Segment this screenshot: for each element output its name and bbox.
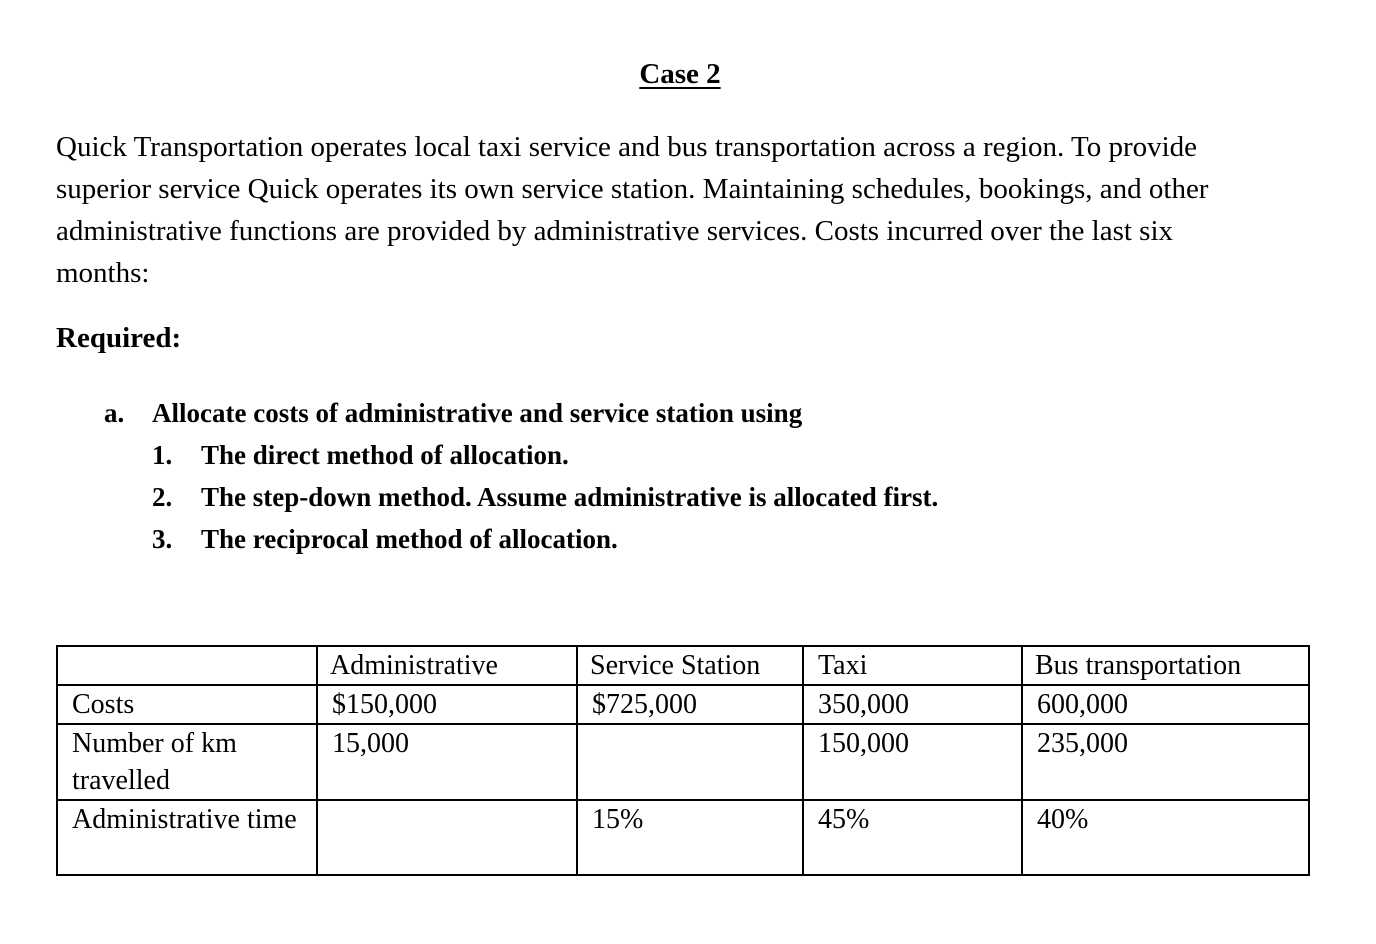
subtask-number: 3. (152, 524, 173, 554)
subtask-text: The reciprocal method of allocation. (201, 524, 618, 554)
row-label: Costs (57, 685, 317, 724)
table-header-row (57, 646, 1309, 685)
header-cell-administrative: Administrative (317, 646, 577, 685)
subtask-text: The step-down method. Assume administrative is allocated first. (201, 482, 939, 512)
table-cell: 350,000 (803, 685, 1022, 724)
table-cell (577, 724, 803, 800)
subtask-item (152, 476, 938, 518)
header-cell-blank (57, 646, 317, 685)
required-heading: Required: (56, 322, 182, 354)
table-row (57, 800, 1309, 875)
table-cell: 150,000 (803, 724, 1022, 800)
header-cell-service-station: Service Station (577, 646, 803, 685)
subtask-number: 1. (152, 440, 173, 470)
table-cell: 15% (577, 800, 803, 875)
subtask-number: 2. (152, 482, 173, 512)
table-cell: 235,000 (1022, 724, 1309, 800)
task-a (104, 392, 802, 434)
table-cell: 40% (1022, 800, 1309, 875)
intro-paragraph: Quick Transportation operates local taxi service and bus transportation across a region. To provide superior service Quick operates its own service station. Maintaining schedules, bookings, and other administrative functions are provided by administrative services. Costs incurred over the last six months: (56, 131, 1209, 289)
subtask-item (152, 518, 938, 560)
cost-table (56, 645, 1310, 876)
subtask-list (152, 434, 938, 560)
table-cell (317, 800, 577, 875)
table-cell: 15,000 (317, 724, 577, 800)
table-cell: 45% (803, 800, 1022, 875)
subtask-item (152, 434, 938, 476)
case-title: Case 2 (639, 58, 721, 90)
header-cell-bus-transportation: Bus transportation (1022, 646, 1309, 685)
table-row (57, 685, 1309, 724)
table-row (57, 724, 1309, 800)
table-cell: 600,000 (1022, 685, 1309, 724)
table-cell: $725,000 (577, 685, 803, 724)
row-label: Administrative time (57, 800, 317, 875)
table-cell: $150,000 (317, 685, 577, 724)
task-a-text: Allocate costs of administrative and service station using (152, 398, 803, 428)
row-label: Number of km travelled (57, 724, 317, 800)
task-a-marker: a. (104, 398, 125, 428)
subtask-text: The direct method of allocation. (201, 440, 569, 470)
header-cell-taxi: Taxi (803, 646, 1022, 685)
